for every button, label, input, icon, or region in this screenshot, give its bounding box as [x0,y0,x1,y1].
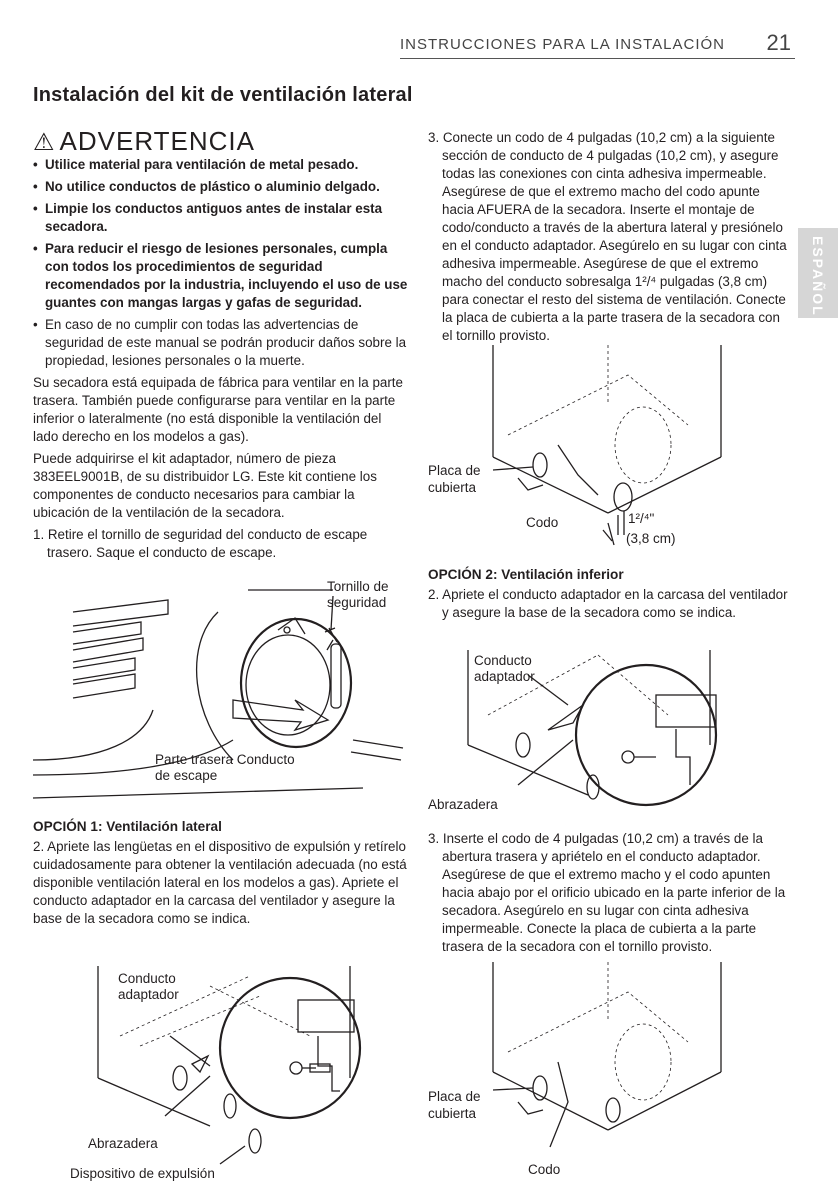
right-column-top [428,129,788,349]
figure-remove-exhaust-duct [33,570,403,810]
label-elbow: Codo [528,1162,561,1177]
label-duct-line1: Conducto [474,653,532,668]
section-title: Instalación del kit de ventilación lateral [33,84,413,106]
paragraph-factory-vent: Su secadora está equipada de fábrica para ventilar en la parte trasera. También puede configurarse para ventilar en la parte inferior o lateralmente (no está disponible la ventilación del lado derecho en los modelos a gas). [33,375,403,444]
right-column-step3-bottom [428,830,788,960]
label-screw-line2: seguridad [327,595,387,610]
label-screw-line1: Tornillo de [327,579,389,594]
figure-bottom-elbow-plate [428,962,738,1177]
side-tab-label: ESPAÑOL [810,236,826,317]
dryer-bottom-elbow-illustration [493,962,721,1147]
label-clamp: Abrazadera [428,797,498,812]
warning-list [33,156,408,370]
option1-step2: 2. Apriete las lengüetas en el dispositivo de expulsión y retírelo cuidadosamente para obtener la ventilación adecuada (no está disponible ventilación lateral en los modelos a gas). Apriete el conducto adaptador en la carcasa del ventilador y asegure la base de la secadora como se indica. [33,839,407,926]
figure-bottom-vent-adapter [428,645,738,820]
label-cover-plate-line2: cubierta [428,480,477,495]
label-rear-line1: Parte trasera Conducto [155,752,295,767]
figure-side-vent-adapter [60,966,370,1181]
header-rule [400,58,795,59]
label-elbow: Codo [526,515,559,530]
figure-elbow-cover-plate [428,345,738,555]
label-duct-line2: adaptador [118,987,179,1002]
warning-title-text: ADVERTENCIA [59,126,255,156]
step-3-side: 3. Conecte un codo de 4 pulgadas (10,2 cm) a la siguiente sección de conducto de 4 pulgadas (10,2 cm), y asegure todas las conexiones con cinta adhesiva impermeable. Asegúrese de que el extremo macho del codo apunte hacia AFUERA de la secadora. Inserte el montaje de codo/conducto a través de la abertura lateral y presiónelo en el conducto adaptador. Asegúrelo en su lugar con cinta adhesiva impermeable. Asegúrese de que el extremo macho del conducto sobresalga 1²/⁴ pulgadas (3,8 cm) para conectar el resto del sistema de ventilación. Conecte la placa de cubierta a la parte trasera de la secadora con el tornillo provisto. [428,130,787,343]
option2-step2: 2. Apriete el conducto adaptador en la carcasa del ventilador y asegure la base de la secadora como se indica. [428,587,788,620]
page-header [400,30,795,64]
step-3-bottom: 3. Inserte el codo de 4 pulgadas (10,2 cm) a través de la abertura trasera y apriételo en el conducto adaptador. Asegúrese de que el extremo macho y el codo apunten hacia abajo por el orificio ubicado en la parte inferior de la secadora. Asegúrelo en su lugar con cinta adhesiva impermeable. Conecte la placa de cubierta a la parte trasera de la secadora con el tornillo provisto. [428,831,786,954]
label-dimension-cm: (3,8 cm) [626,531,676,546]
label-cover-plate-line1: Placa de [428,463,481,478]
warning-item: • Limpie los conductos antiguos antes de instalar esta secadora. [33,200,408,236]
left-column [33,156,408,566]
page-number: 21 [766,30,791,55]
label-dimension-inches: 1²/⁴" [628,511,655,526]
label-clamp: Abrazadera [88,1136,158,1151]
label-cover-plate-line2: cubierta [428,1106,477,1121]
warning-item-normal: • En caso de no cumplir con todas las advertencias de seguridad de este manual se podrán producir daños sobre la propiedad, lesiones personales o la muerte. [33,316,408,370]
option1-title: OPCIÓN 1: Ventilación lateral [33,819,222,834]
label-exhaust-device: Dispositivo de expulsión [70,1166,215,1181]
warning-triangle-icon: ⚠ [33,129,56,156]
step-1: 1. Retire el tornillo de seguridad del conducto de escape trasero. Saque el conducto de escape. [33,527,368,560]
label-cover-plate-line1: Placa de [428,1089,481,1104]
right-column-option2 [428,566,788,626]
left-column-option1 [33,818,408,932]
label-duct-line2: adaptador [474,669,535,684]
paragraph-kit: Puede adquirirse el kit adaptador, número de pieza 383EEL9001B, de su distribuidor LG. Este kit contiene los componentes de conducto necesarios para cambiar la ubicación de la ventilación de la secadora. [33,451,377,520]
label-duct-line1: Conducto [118,971,176,986]
language-side-tab [798,228,838,318]
option2-title: OPCIÓN 2: Ventilación inferior [428,567,624,582]
header-title: INSTRUCCIONES PARA LA INSTALACIÓN [400,36,726,53]
warning-item: • No utilice conductos de plástico o aluminio delgado. [33,178,408,196]
label-rear-line2: de escape [155,768,218,783]
warning-item: • Utilice material para ventilación de metal pesado. [33,156,408,174]
warning-title [33,126,255,157]
warning-item: • Para reducir el riesgo de lesiones personales, cumpla con todos los procedimientos de seguridad recomendados por la industria, incluyendo el uso de use guantes con mangas largas y gafas de seguridad. [33,240,408,312]
